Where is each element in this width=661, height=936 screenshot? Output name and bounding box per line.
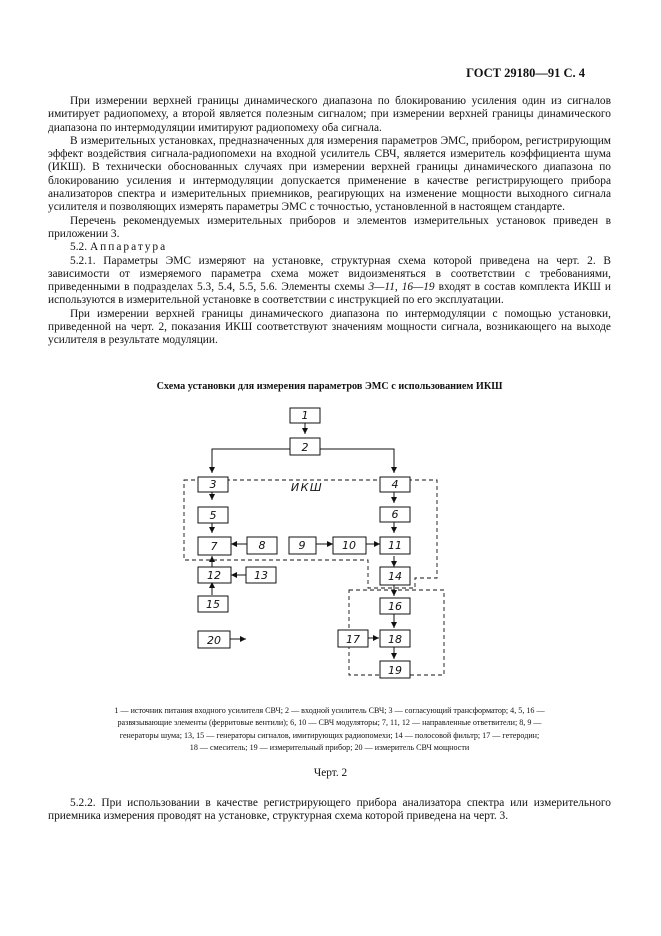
block-19-label: 19 bbox=[388, 664, 402, 677]
block-7-label: 7 bbox=[210, 540, 218, 553]
block-11-label: 11 bbox=[388, 539, 402, 552]
ikw-label: ИКШ bbox=[290, 481, 324, 494]
figure-legend bbox=[48, 705, 611, 754]
block-4-label: 4 bbox=[391, 478, 399, 491]
figure-caption: Схема установки для измерения параметров ЭМС с использованием ИКШ bbox=[156, 381, 503, 392]
block-20-label: 20 bbox=[207, 634, 221, 647]
block-3-label: 3 bbox=[209, 478, 217, 491]
block-15-label: 15 bbox=[206, 598, 220, 611]
paragraph-instruments-list: Перечень рекомендуемых измерительных приборов и элементов измерительных установок приведен в приложении 3. bbox=[48, 214, 611, 240]
paragraph-522: 5.2.2. При использовании в качестве регистрирующего прибора анализатора спектра или измерительного приемника измерения проводят на установке, структурная схема которой приведена на черт. 3. bbox=[48, 797, 611, 823]
block-6-label: 6 bbox=[391, 508, 399, 521]
legend-line: развязывающие элементы (ферритовые вентили); 6, 10 — СВЧ модуляторы; 7, 11, 12 — направленные ответвители; 8, 9 — bbox=[117, 718, 542, 728]
paragraph-interference: При измерении верхней границы динамического диапазона по блокированию усиления один из сигналов имитирует радиопомеху, а второй является полезным сигналом; при измерении верхней границы динамического диапазона по интермодуляции имитируют радиопомеху оба сигнала. bbox=[48, 95, 611, 134]
block-8-label: 8 bbox=[258, 539, 266, 552]
paragraph-521-text: 5.2.1. Параметры ЭМС измеряют на установке, структурная схема которой приведена на черт. 2. В зависимости от измеряемого параметра схема может видоизменяться в соответствии с требованиями, приведенными в подразделах 5.3, 5.4, 5.5, 5.6. Элементы схемы bbox=[48, 254, 611, 294]
figure-number: Черт. 2 bbox=[313, 767, 348, 779]
block-9-label: 9 bbox=[298, 539, 306, 552]
block-5-label: 5 bbox=[209, 509, 217, 522]
block-13-label: 13 bbox=[254, 569, 268, 582]
block-17-label: 17 bbox=[346, 633, 360, 646]
paragraph-521-elements: 3—11, 16—19 bbox=[368, 281, 435, 294]
block-2-label: 2 bbox=[301, 441, 309, 454]
block-18-label: 18 bbox=[388, 633, 402, 646]
legend-line: генераторы шума; 13, 15 — генераторы сигналов, имитирующих радиопомехи; 14 — полосовой фильтр; 17 — гетеродин; bbox=[119, 730, 540, 740]
paragraph-intermodulation: При измерении верхней границы динамического диапазона по интермодуляции с помощью установки, приведенной на черт. 2, показания ИКШ соответствуют значениям мощности сигнала, возникающего на выходе усилителя в результате модуляции. bbox=[48, 307, 611, 347]
legend-line: 1 — источник питания входного усилителя СВЧ; 2 — входной усилитель СВЧ; 3 — согласующий трансформатор; 4, 5, 16 — bbox=[114, 706, 545, 715]
legend-line: 18 — смеситель; 19 — измерительный прибор; 20 — измеритель СВЧ мощности bbox=[189, 742, 470, 752]
block-1-label: 1 bbox=[301, 409, 309, 422]
section-title: Аппаратура bbox=[89, 241, 168, 254]
block-10-label: 10 bbox=[342, 539, 356, 552]
block-16-label: 16 bbox=[388, 600, 402, 613]
block-12-label: 12 bbox=[207, 569, 221, 582]
body-text-bottom bbox=[48, 797, 611, 824]
paragraph-521-text-end: входят в состав комплекта ИКШ и используются в измерительной установке в соответствии с инструкцией по его эксплуатации. bbox=[48, 281, 611, 307]
paragraph-installations: В измерительных установках, предназначенных для измерения параметров ЭМС, прибором, регистрирующим эффект воздействия сигнала-радиопомехи на входной усилитель СВЧ, является измеритель коэффициента шума (ИКШ). В технически обоснованных случаях при измерении верхней границы динамического диапазона по блокированию усиления и интермодуляции допускается применение в качестве регистрирующего прибора анализаторов спектра и измерительных приемников, реагирующих на изменение мощности выходного сигнала усилителя и позволяющих измерять параметры ЭМС с точностью, установленной в настоящем стандарте. bbox=[48, 134, 611, 214]
page-header: ГОСТ 29180—91 С. 4 bbox=[466, 66, 585, 80]
section-number: 5.2. bbox=[70, 241, 88, 254]
block-14-label: 14 bbox=[388, 570, 402, 583]
